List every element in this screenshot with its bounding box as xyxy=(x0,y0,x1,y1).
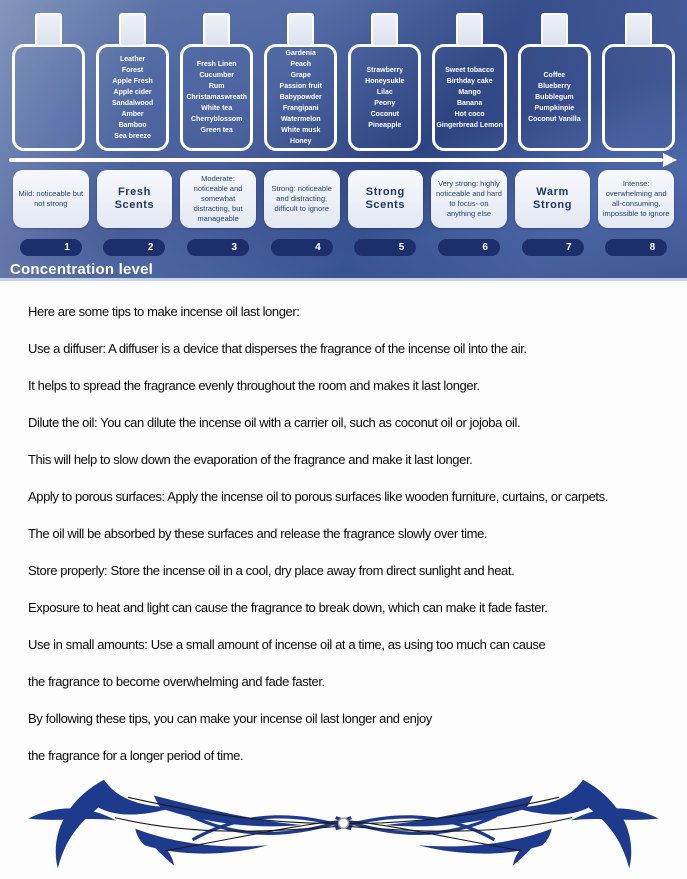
level-card xyxy=(264,170,340,228)
scent-bottle xyxy=(180,13,253,151)
scent-label: Gardenia xyxy=(285,50,316,57)
scent-label: White musk xyxy=(281,127,321,134)
scent-label: Sandalwood xyxy=(111,99,154,107)
scent-label: Passion fruit xyxy=(279,83,322,90)
scent-label: Forest xyxy=(121,66,144,74)
tip-line: It helps to spread the fragrance evenly throughout the room and makes it last longer. xyxy=(28,378,480,393)
scent-label: Birthday cake xyxy=(446,77,493,85)
scent-label: Hot coco xyxy=(454,110,485,118)
scent-label: Leather xyxy=(119,55,146,63)
tip-line: Here are some tips to make incense oil last longer: xyxy=(28,304,300,319)
scent-label: Banana xyxy=(456,99,483,107)
level-number-pill: 5 xyxy=(354,239,416,256)
concentration-axis-arrow xyxy=(9,158,663,162)
tip-line: Exposure to heat and light can cause the fragrance to break down, which can make it fade faster. xyxy=(28,600,548,615)
scent-label: Frangipani xyxy=(282,105,319,112)
scent-label: Pumpkinpie xyxy=(534,105,575,112)
bottle-body xyxy=(348,44,421,151)
scent-label: Coconut Vanilla xyxy=(528,116,581,123)
level-card-label: Fresh Scents xyxy=(114,186,155,211)
scent-bottle xyxy=(264,13,337,151)
tribal-flourish-icon xyxy=(0,777,687,873)
scent-label: Sea breeze xyxy=(114,132,151,140)
scent-label: Amber xyxy=(121,110,144,118)
level-numbers-row xyxy=(0,239,687,256)
bottle-body xyxy=(264,44,337,151)
scent-label: Strawberry xyxy=(366,66,404,74)
scent-label: Honey xyxy=(290,138,312,145)
level-number-pill: 3 xyxy=(187,239,249,256)
tip-line: The oil will be absorbed by these surfaces and release the fragrance slowly over time. xyxy=(28,526,488,541)
scent-bottle xyxy=(518,13,591,151)
bottle-cap-icon xyxy=(119,13,146,47)
tribal-flourish-graphic xyxy=(0,777,687,873)
scent-label: Rum xyxy=(208,83,225,90)
level-number-pill: 4 xyxy=(271,239,333,256)
flourish-center-ring-icon xyxy=(338,818,348,828)
scent-list xyxy=(436,65,503,131)
level-card-label: Very strong: highly noticeable and hard to focus- on anything else xyxy=(435,179,502,218)
tip-line: By following these tips, you can make your incense oil last longer and enjoy xyxy=(28,711,432,726)
bottle-cap-icon xyxy=(625,13,652,47)
tip-line: Store properly: Store the incense oil in a cool, dry place away from direct sunlight and heat. xyxy=(28,563,515,578)
level-card-label: Intense: overwhelming and all-consuming, impossible to ignore xyxy=(602,179,670,218)
scent-label: Christamaswreath xyxy=(186,94,248,101)
scent-label: Fresh Linen xyxy=(196,61,237,68)
scent-list xyxy=(112,54,153,142)
scent-bottle xyxy=(348,13,421,151)
scent-label: Bamboo xyxy=(118,121,147,129)
level-card-label: Moderate: noticeable and somewhat distracting, but manageable xyxy=(193,174,243,223)
bottle-cap-icon xyxy=(203,13,230,47)
tip-line: Use a diffuser: A diffuser is a device that disperses the fragrance of the incense oil into the air. xyxy=(28,341,527,356)
scent-label: Grape xyxy=(290,72,311,79)
tip-line: Apply to porous surfaces: Apply the incense oil to porous surfaces like wooden furniture, curtains, or carpets. xyxy=(28,489,608,504)
scent-label: Cucumber xyxy=(199,72,234,79)
scent-label: Peony xyxy=(374,99,396,107)
level-card xyxy=(431,170,507,228)
level-number-pill: 6 xyxy=(438,239,500,256)
scent-label: Green tea xyxy=(200,127,233,134)
scent-label: Bubblegum xyxy=(535,94,574,101)
level-card xyxy=(97,170,173,228)
scent-bottle xyxy=(432,13,507,151)
bottle-body xyxy=(180,44,253,151)
bottle-body xyxy=(432,44,507,151)
bottle-cap-icon xyxy=(371,13,398,47)
scent-bottle xyxy=(602,13,675,151)
scent-bottle xyxy=(12,13,85,151)
level-number-pill: 7 xyxy=(522,239,584,256)
scent-label: Coffee xyxy=(543,72,566,79)
tip-line: the fragrance for a longer period of time. xyxy=(28,748,244,763)
level-number-pill: 2 xyxy=(103,239,165,256)
level-card xyxy=(348,170,424,228)
tip-line: This will help to slow down the evaporation of the fragrance and make it last longer. xyxy=(28,452,473,467)
scent-list xyxy=(186,59,247,136)
scent-label: Lilac xyxy=(376,88,393,96)
level-number-pill: 8 xyxy=(605,239,667,256)
scent-label: Babypowder xyxy=(279,94,322,101)
concentration-level-label: Concentration level xyxy=(10,261,153,278)
bottle-body xyxy=(518,44,591,151)
scent-bottle xyxy=(96,13,169,151)
scent-label: Coconut xyxy=(370,110,399,118)
scent-label: Pineapple xyxy=(368,121,402,129)
levels-row xyxy=(0,170,687,228)
bottle-body xyxy=(96,44,169,151)
scent-list xyxy=(365,65,404,131)
scent-label: Gingerbread Lemon xyxy=(436,121,503,129)
scent-label: Mango xyxy=(458,88,481,96)
scent-label: Watermelon xyxy=(280,116,321,123)
tip-line: Use in small amounts: Use a small amount of incense oil at a time, as using too much can cause xyxy=(28,637,546,652)
scent-list xyxy=(280,48,322,147)
bottles-row xyxy=(0,0,687,151)
level-card xyxy=(180,170,256,228)
scent-label: Apple Fresh xyxy=(112,77,153,85)
bottle-cap-icon xyxy=(541,13,568,47)
tip-line: Dilute the oil: You can dilute the incense oil with a carrier oil, such as coconut oil or jojoba oil. xyxy=(28,415,521,430)
scent-label: Honeysukle xyxy=(365,77,405,85)
scent-label: Sweet tobacco xyxy=(445,66,495,74)
bottle-cap-icon xyxy=(287,13,314,47)
bottle-cap-icon xyxy=(35,13,62,47)
tip-line: the fragrance to become overwhelming and fade faster. xyxy=(28,674,325,689)
level-card xyxy=(598,170,674,228)
bottle-body xyxy=(12,44,85,151)
scent-label: Blueberry xyxy=(538,83,571,90)
level-card-label: Strong Scents xyxy=(365,186,406,211)
scent-label: Cherryblossom xyxy=(190,116,243,123)
scent-scale-banner xyxy=(0,0,687,281)
level-card xyxy=(13,170,89,228)
arrow-right-icon xyxy=(663,153,677,167)
scent-label: Apple cider xyxy=(113,88,152,96)
level-number-pill: 1 xyxy=(20,239,82,256)
scent-label: White tea xyxy=(201,105,233,112)
level-card-label: Mild: noticeable but not strong xyxy=(18,189,84,208)
bottle-body xyxy=(602,44,675,151)
scent-list xyxy=(528,70,581,125)
scent-label: Peach xyxy=(290,61,312,68)
level-card-label: Strong: noticeable and distracting, difficult to ignore xyxy=(271,184,332,213)
level-card-label: Warm Strong xyxy=(533,186,573,211)
bottle-cap-icon xyxy=(456,13,483,47)
tips-section xyxy=(0,281,687,764)
level-card xyxy=(515,170,591,228)
